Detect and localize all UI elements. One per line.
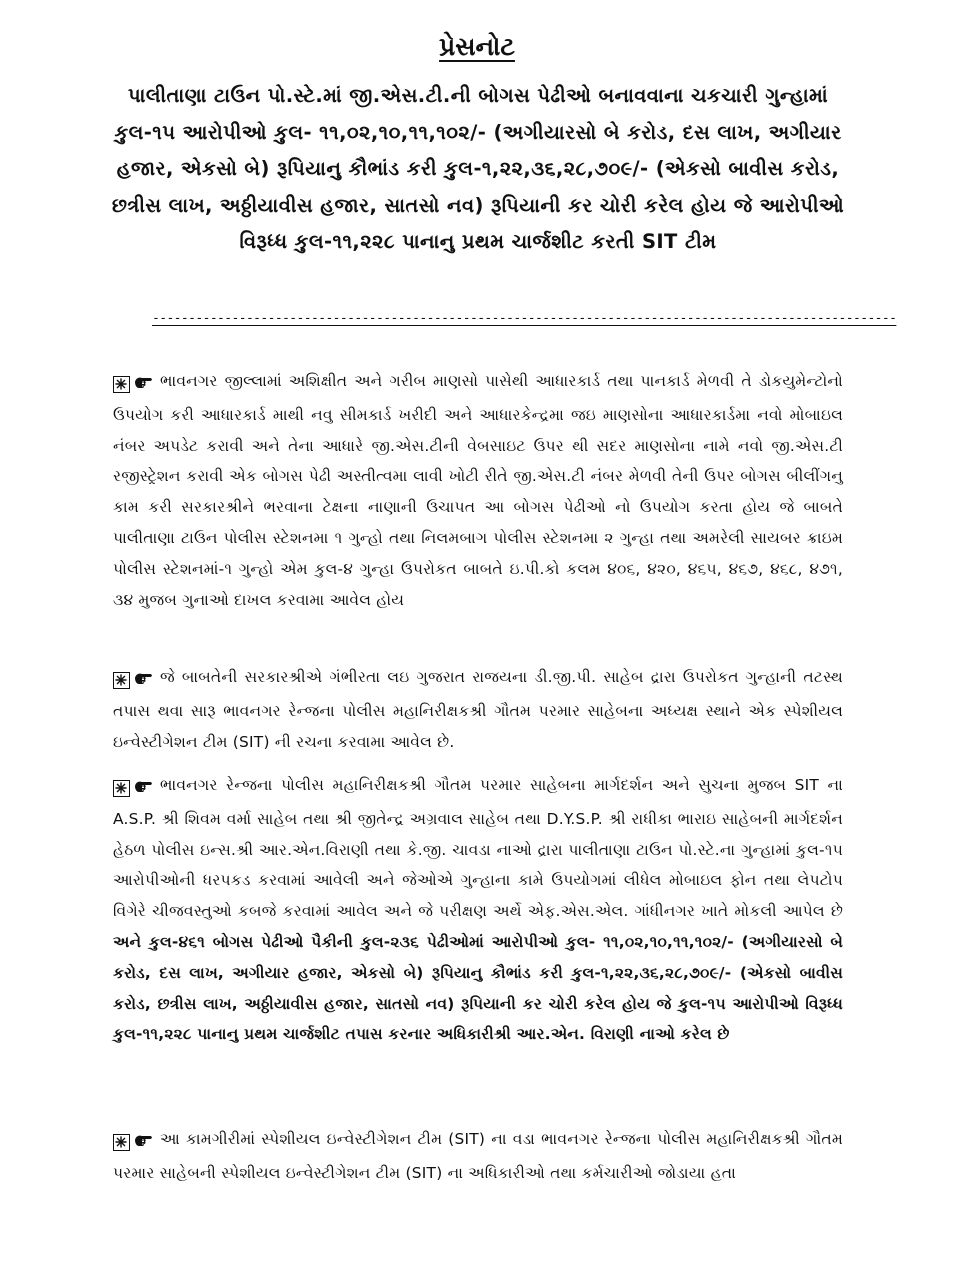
pointing-hand-icon bbox=[134, 1127, 154, 1158]
boxed-asterisk-icon bbox=[113, 376, 130, 393]
paragraph-2-text: જે બાબતેની સરકારશ્રીએ ગંભીરતા લઇ ગુજરાત રાજયના ડી.જી.પી. સાહેબ દ્રારા ઉપરોકત ગુન્હાની તટસ્થ તપાસ થવા સારૂ ભાવનગર રેન્જના પોલીસ મહાનિરીક્ષકશ્રી ગૌતમ પરમાર સાહેબના અધ્યક્ષ સ્થાને એક સ્પેશીયલ ઇન્વેસ્ટીગેશન ટીમ (SIT) ની રચના કરવામા આવેલ છે. bbox=[113, 668, 843, 751]
headline: પાલીતાણા ટાઉન પો.સ્ટે.માં જી.એસ.ટી.ની બોગસ પેઢીઓ બનાવવાના ચકચારી ગુન્હામાં કુલ-૧૫ આરોપીઓ કુલ- ૧૧,૦૨,૧૦,૧૧,૧૦૨/- (અગીયારસો બે કરોડ, દસ લાખ, અગીયાર હજાર, એકસો બે) રૂપિયાનુ કૌભાંડ કરી કુલ-૧,૨૨,૩૬,૨૮,૭૦૯/- (એકસો બાવીસ કરોડ, છત્રીસ લાખ, અઠ્ઠીયાવીસ હજાર, સાતસો નવ) રૂપિયાની કર ચોરી કરેલ હોય જે આરોપીઓ વિરૂધ્ધ કુલ-૧૧,૨૨૮ પાનાનુ પ્રથમ ચાર્જશીટ કરતી SIT ટીમ bbox=[111, 84, 845, 253]
bullet-icons bbox=[113, 1127, 154, 1158]
paragraph-4-text: આ કામગીરીમાં સ્પેશીયલ ઇન્વેસ્ટીગેશન ટીમ (SIT) ના વડા ભાવનગર રેન્જના પોલીસ મહાનિરીક્ષકશ્રી ગૌતમ પરમાર સાહેબની સ્પેશીયલ ઇન્વેસ્ટીગેશન ટીમ (SIT) ના અધિકારીઓ તથા કર્મચારીઓ જોડાયા હતા bbox=[113, 1130, 843, 1182]
bullet-icons bbox=[113, 665, 154, 696]
bullet-icons bbox=[113, 773, 154, 804]
pointing-hand-icon bbox=[134, 369, 154, 400]
bullet-icons bbox=[113, 369, 154, 400]
paragraph-1 bbox=[113, 366, 843, 615]
divider-line: ------------------------------------------------------------------------------------------------------- bbox=[152, 311, 897, 326]
boxed-asterisk-icon bbox=[113, 672, 130, 689]
paragraph-3-bold-text: અને કુલ-૪૬૧ બોગસ પેઢીઓ પૈકીની કુલ-૨૩૬ પેઢીઓમાં આરોપીઓ કુલ- ૧૧,૦૨,૧૦,૧૧,૧૦૨/- (અગીયારસો બે કરોડ, દસ લાખ, અગીયાર હજાર, એકસો બે) રૂપિયાનુ કૌભાંડ કરી કુલ-૧,૨૨,૩૬,૨૮,૭૦૯/- (એકસો બાવીસ કરોડ, છત્રીસ લાખ, અઠ્ઠીયાવીસ હજાર, સાતસો નવ) રૂપિયાની કર ચોરી કરેલ હોય જે કુલ-૧૫ આરોપીઓ વિરૂધ્ધ કુલ-૧૧,૨૨૮ પાનાનુ પ્રથમ ચાર્જશીટ તપાસ કરનાર અધિકારીશ્રી આર.એન. વિરાણી નાઓ કરેલ છે bbox=[113, 933, 843, 1044]
paragraph-3 bbox=[113, 770, 843, 1050]
paragraph-4 bbox=[113, 1124, 843, 1189]
page-title: પ્રેસનોટ bbox=[439, 32, 515, 61]
boxed-asterisk-icon bbox=[113, 1134, 130, 1151]
paragraph-2 bbox=[113, 662, 843, 757]
paragraph-3-text: ભાવનગર રેન્જના પોલીસ મહાનિરીક્ષકશ્રી ગૌતમ પરમાર સાહેબના માર્ગદર્શન અને સુચના મુજબ SIT ના A.S.P. શ્રી શિવમ વર્મા સાહેબ તથા શ્રી જીતેન્દ્ર અગ્રવાલ સાહેબ તથા D.Y.S.P. શ્રી રાધીકા ભારાઇ સાહેબની માર્ગદર્શન હેઠળ પોલીસ ઇન્સ.શ્રી આર.એન.વિરાણી તથા કે.જી. ચાવડા નાઓ દ્રારા પાલીતાણા ટાઉન પો.સ્ટે.ના ગુન્હામાં કુલ-૧૫ આરોપીઓની ધરપકડ કરવામાં આવેલી અને જેઓએ ગુન્હાના કામે ઉપયોગમાં લીધેલ મોબાઇલ ફોન તથા લેપટોપ વિગેરે ચીજવસ્તુઓ કબજે કરવામાં આવેલ અને જે પરીક્ષણ અર્થે એફ.એસ.એલ. ગાંધીનગર ખાતે મોકલી આપેલ છે bbox=[113, 776, 843, 921]
pointing-hand-icon bbox=[134, 773, 154, 804]
boxed-asterisk-icon bbox=[113, 780, 130, 797]
pointing-hand-icon bbox=[134, 665, 154, 696]
paragraph-1-text: ભાવનગર જીલ્લામાં અશિક્ષીત અને ગરીબ માણસો પાસેથી આધારકાર્ડ તથા પાનકાર્ડ મેળવી તે ડોકયુમેન્ટોનો ઉપયોગ કરી આધારકાર્ડ માથી નવુ સીમકાર્ડ ખરીદી અને આધારકેન્દ્રમા જઇ માણસોના આધારકાર્ડમા નવો મોબાઇલ નંબર અપડેટ કરાવી અને તેના આધારે જી.એસ.ટીની વેબસાઇટ ઉપર થી સદર માણસોના નામે નવો જી.એસ.ટી રજીસ્ટ્રેશન કરાવી એક બોગસ પેઢી અસ્તીત્વમા લાવી ખોટી રીતે જી.એસ.ટી નંબર મેળવી તેની ઉપર બોગસ બીલીંગનુ કામ કરી સરકારશ્રીને ભરવાના ટેક્ષના નાણાની ઉચાપત આ બોગસ પેઢીઓ નો ઉપયોગ કરતા હોય જે બાબતે પાલીતાણા ટાઉન પોલીસ સ્ટેશનમા ૧ ગુન્હો તથા નિલમબાગ પોલીસ સ્ટેશનમા ૨ ગુન્હા તથા અમરેલી સાયબર ક્રાઇમ પોલીસ સ્ટેશનમાં-૧ ગુન્હો એમ કુલ-૪ ગુન્હા ઉપરોકત બાબતે ઇ.પી.કો કલમ ૪૦૬, ૪૨૦, ૪૬૫, ૪૬૭, ૪૬૮, ૪૭૧, ૩૪ મુજબ ગુનાઓ દાખલ કરવામા આવેલ હોય bbox=[113, 372, 843, 609]
